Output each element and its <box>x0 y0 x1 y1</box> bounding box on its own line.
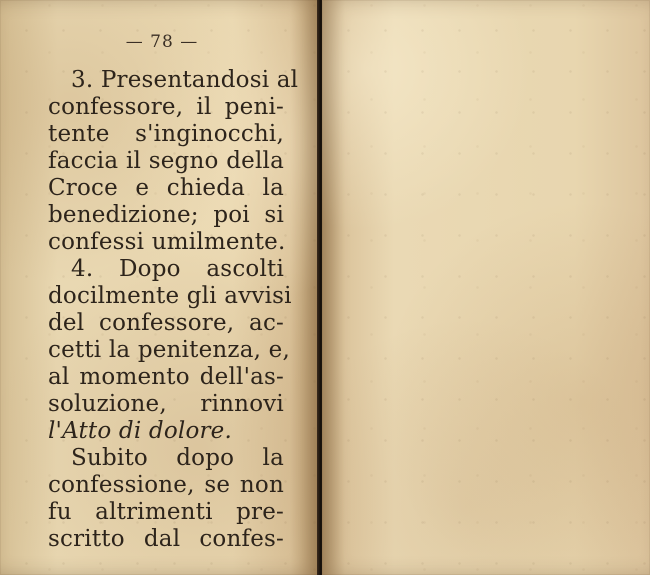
left-text-line: faccia il segno della <box>48 148 284 174</box>
left-text-line: docilmente gli avvisi <box>48 283 292 309</box>
left-text-line: tente s'inginocchi, <box>48 121 284 147</box>
left-text-line: confessore, il peni- <box>48 94 284 120</box>
left-text-line: del confessore, ac- <box>48 310 284 336</box>
left-text-line: confessi umilmente. <box>48 229 286 255</box>
left-text-line: cetti la penitenza, e, <box>48 337 290 363</box>
left-text-line: fu altrimenti pre- <box>48 499 284 525</box>
left-text-line: soluzione, rinnovi <box>48 391 284 417</box>
left-text-line: 3. Presentandosi al <box>71 67 299 93</box>
left-text-line: benedizione; poi si <box>48 202 284 228</box>
left-page-number: — 78 — <box>125 32 199 52</box>
left-text-line: 4. Dopo ascolti <box>71 256 284 282</box>
left-text-line: confessione, se non <box>48 472 284 498</box>
left-text-line: al momento dell'as- <box>48 364 284 390</box>
left-page <box>0 0 319 575</box>
left-text-line: Subito dopo la <box>71 445 284 471</box>
right-page <box>322 0 650 575</box>
left-page-text <box>48 67 299 553</box>
left-text-line: l'Atto di dolore. <box>48 418 233 444</box>
left-text-line: Croce e chieda la <box>48 175 284 201</box>
left-text-line: scritto dal confes- <box>48 526 284 552</box>
